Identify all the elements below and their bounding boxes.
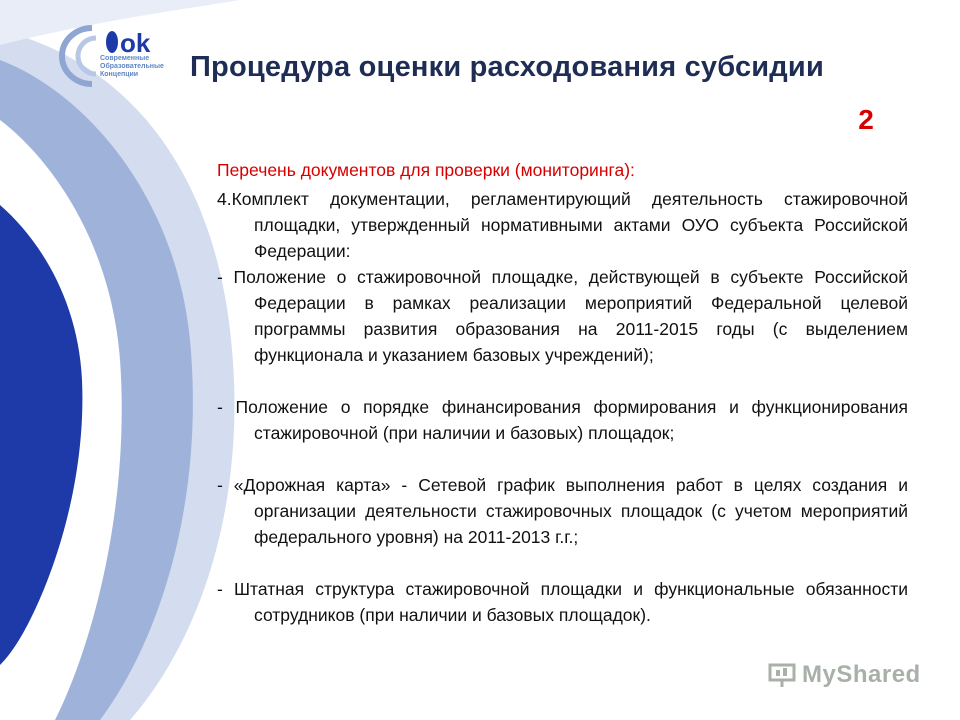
list-heading: Перечень документов для проверки (мониторинга): — [217, 160, 635, 180]
spacer — [217, 550, 908, 576]
logo-line: Образовательные — [100, 63, 164, 70]
logo-brand: ok — [120, 28, 151, 58]
spacer — [217, 368, 908, 394]
watermark — [768, 660, 921, 690]
slide-number: 2 — [858, 104, 874, 135]
presentation-icon — [768, 662, 796, 688]
list-item: - Штатная структура стажировочной площадки и функциональные обязанности сотрудников (при наличии и базовых площадок). — [217, 579, 908, 625]
logo-line: Современные — [100, 55, 150, 62]
list-item: - Положение о порядке финансирования формирования и функционирования стажировочной (при наличии и базовых) площадок; — [217, 397, 908, 443]
document-body — [217, 157, 908, 628]
list-item: - «Дорожная карта» - Сетевой график выполнения работ в целях создания и организации деятельности стажировочных площадок (с учетом мероприятий федерального уровня) на 2011-2013 г.г.; — [217, 475, 908, 547]
spacer — [217, 446, 908, 472]
logo-caption — [100, 55, 190, 79]
list-item: - Положение о стажировочной площадке, действующей в субъекте Российской Федерации в рамках реализации мероприятий Федеральной целевой программы развития образования на 2011-2015 годы (с выделением функционала и указанием базовых учреждений); — [217, 267, 908, 365]
watermark-text: MyShared — [802, 661, 921, 688]
logo-line: Концепции — [100, 71, 139, 78]
list-item: 4.Комплект документации, регламентирующий деятельность стажировочной площадки, утвержденный нормативными актами ОУО субъекта Российской Федерации: — [217, 189, 908, 261]
page-title: Процедура оценки расходования субсидии — [190, 51, 824, 83]
